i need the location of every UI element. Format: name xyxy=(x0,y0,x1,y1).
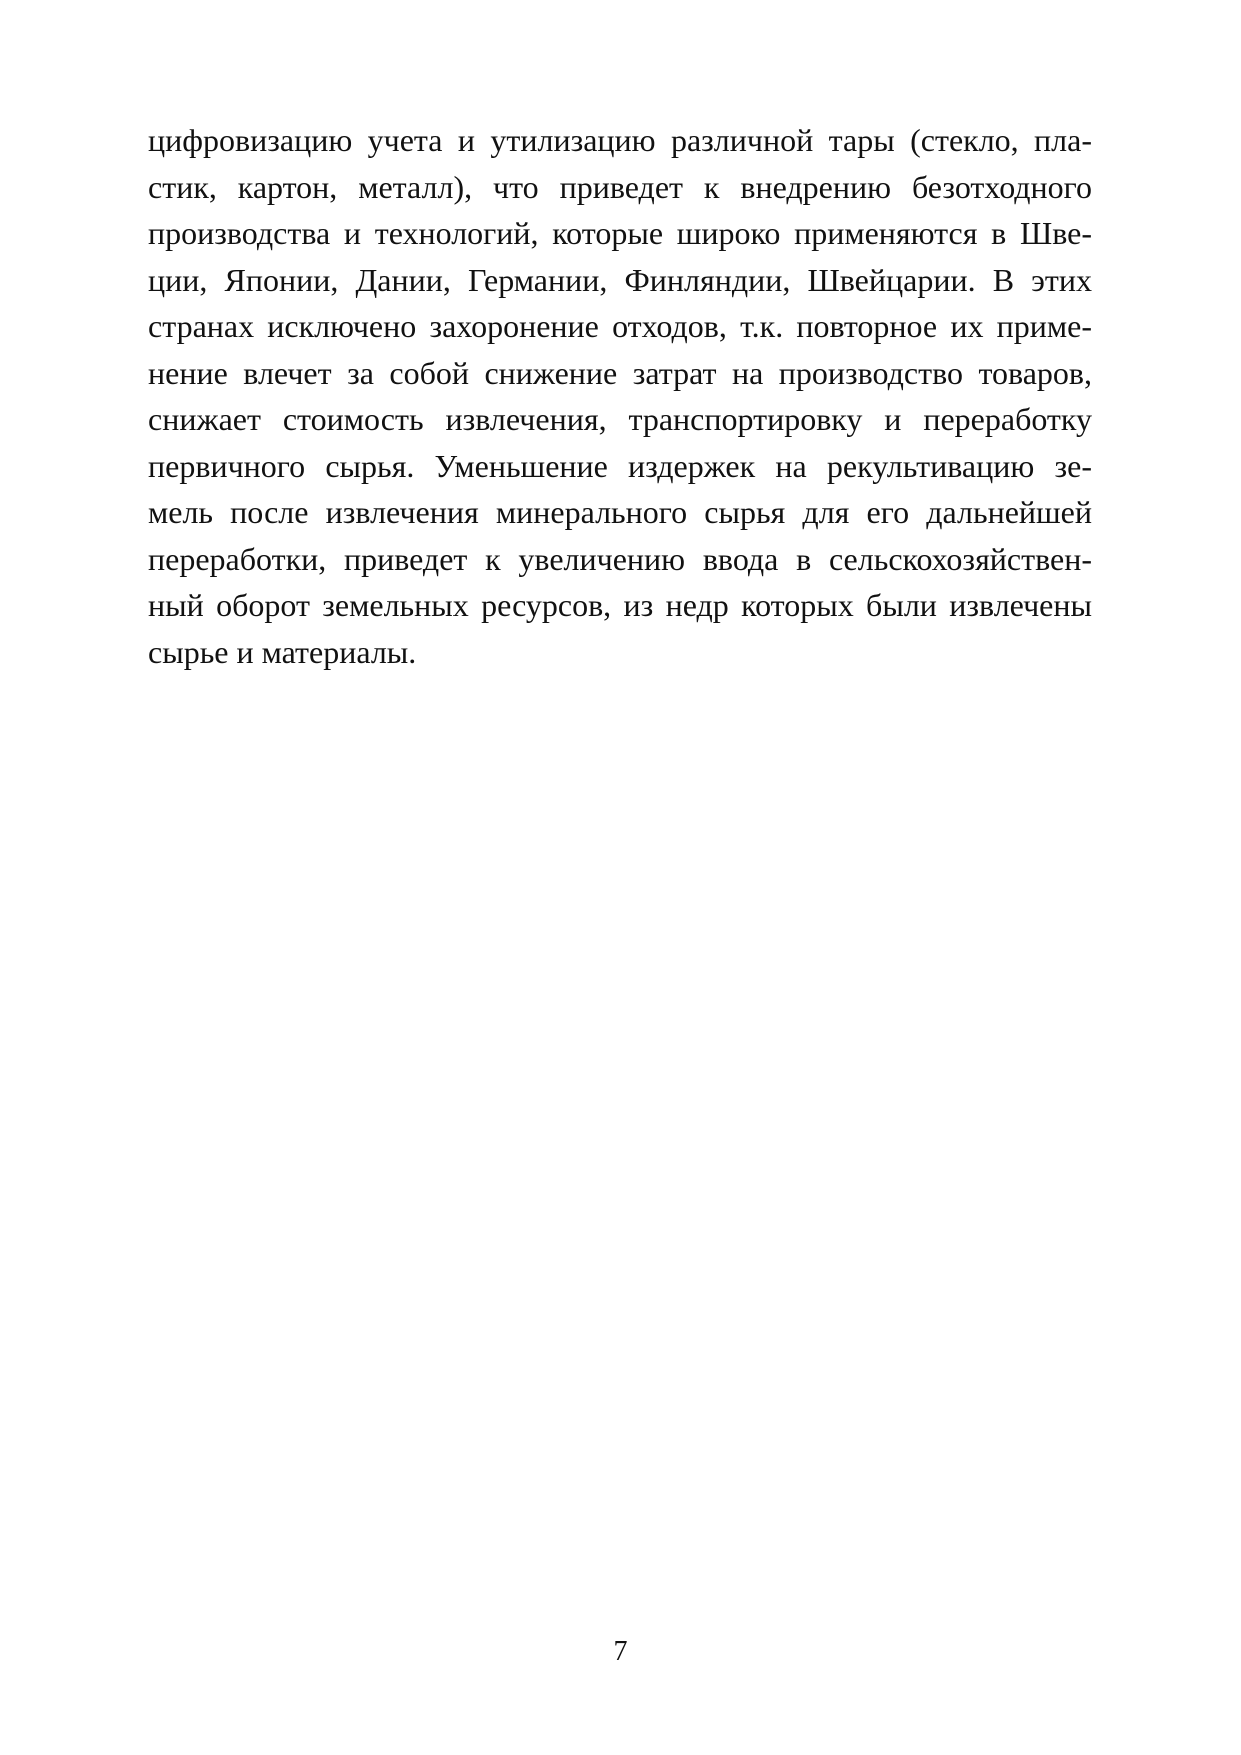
page-number: 7 xyxy=(613,1636,628,1667)
paragraph-line: странах исключено захоронение отходов, т.к. повторное их приме- xyxy=(148,308,1092,344)
paragraph-line: нение влечет за собой снижение затрат на производство товаров, xyxy=(148,354,1092,391)
paragraph-line: ный оборот земельных ресурсов, из недр которых были извлечены xyxy=(148,587,1092,623)
paragraph-line: ции, Японии, Дании, Германии, Финляндии, Швейцарии. В этих xyxy=(148,261,1092,298)
paragraph-line: переработки, приведет к увеличению ввода в сельскохозяйствен- xyxy=(148,540,1092,577)
paragraph-line: первичного сырья. Уменьшение издержек на рекультивацию зе- xyxy=(148,447,1092,484)
body-paragraph xyxy=(148,120,1092,678)
paragraph-line: сырье и материалы. xyxy=(148,633,417,670)
paragraph-line: мель после извлечения минерального сырья для его дальнейшей xyxy=(148,494,1092,530)
paragraph-line: стик, картон, металл), что приведет к внедрению безотходного xyxy=(148,168,1092,205)
paragraph-line: снижает стоимость извлечения, транспортировку и переработку xyxy=(148,401,1092,437)
paragraph-line: производства и технологий, которые широко применяются в Шве- xyxy=(148,215,1092,251)
paragraph-line: цифровизацию учета и утилизацию различной тары (стекло, пла- xyxy=(148,122,1092,158)
